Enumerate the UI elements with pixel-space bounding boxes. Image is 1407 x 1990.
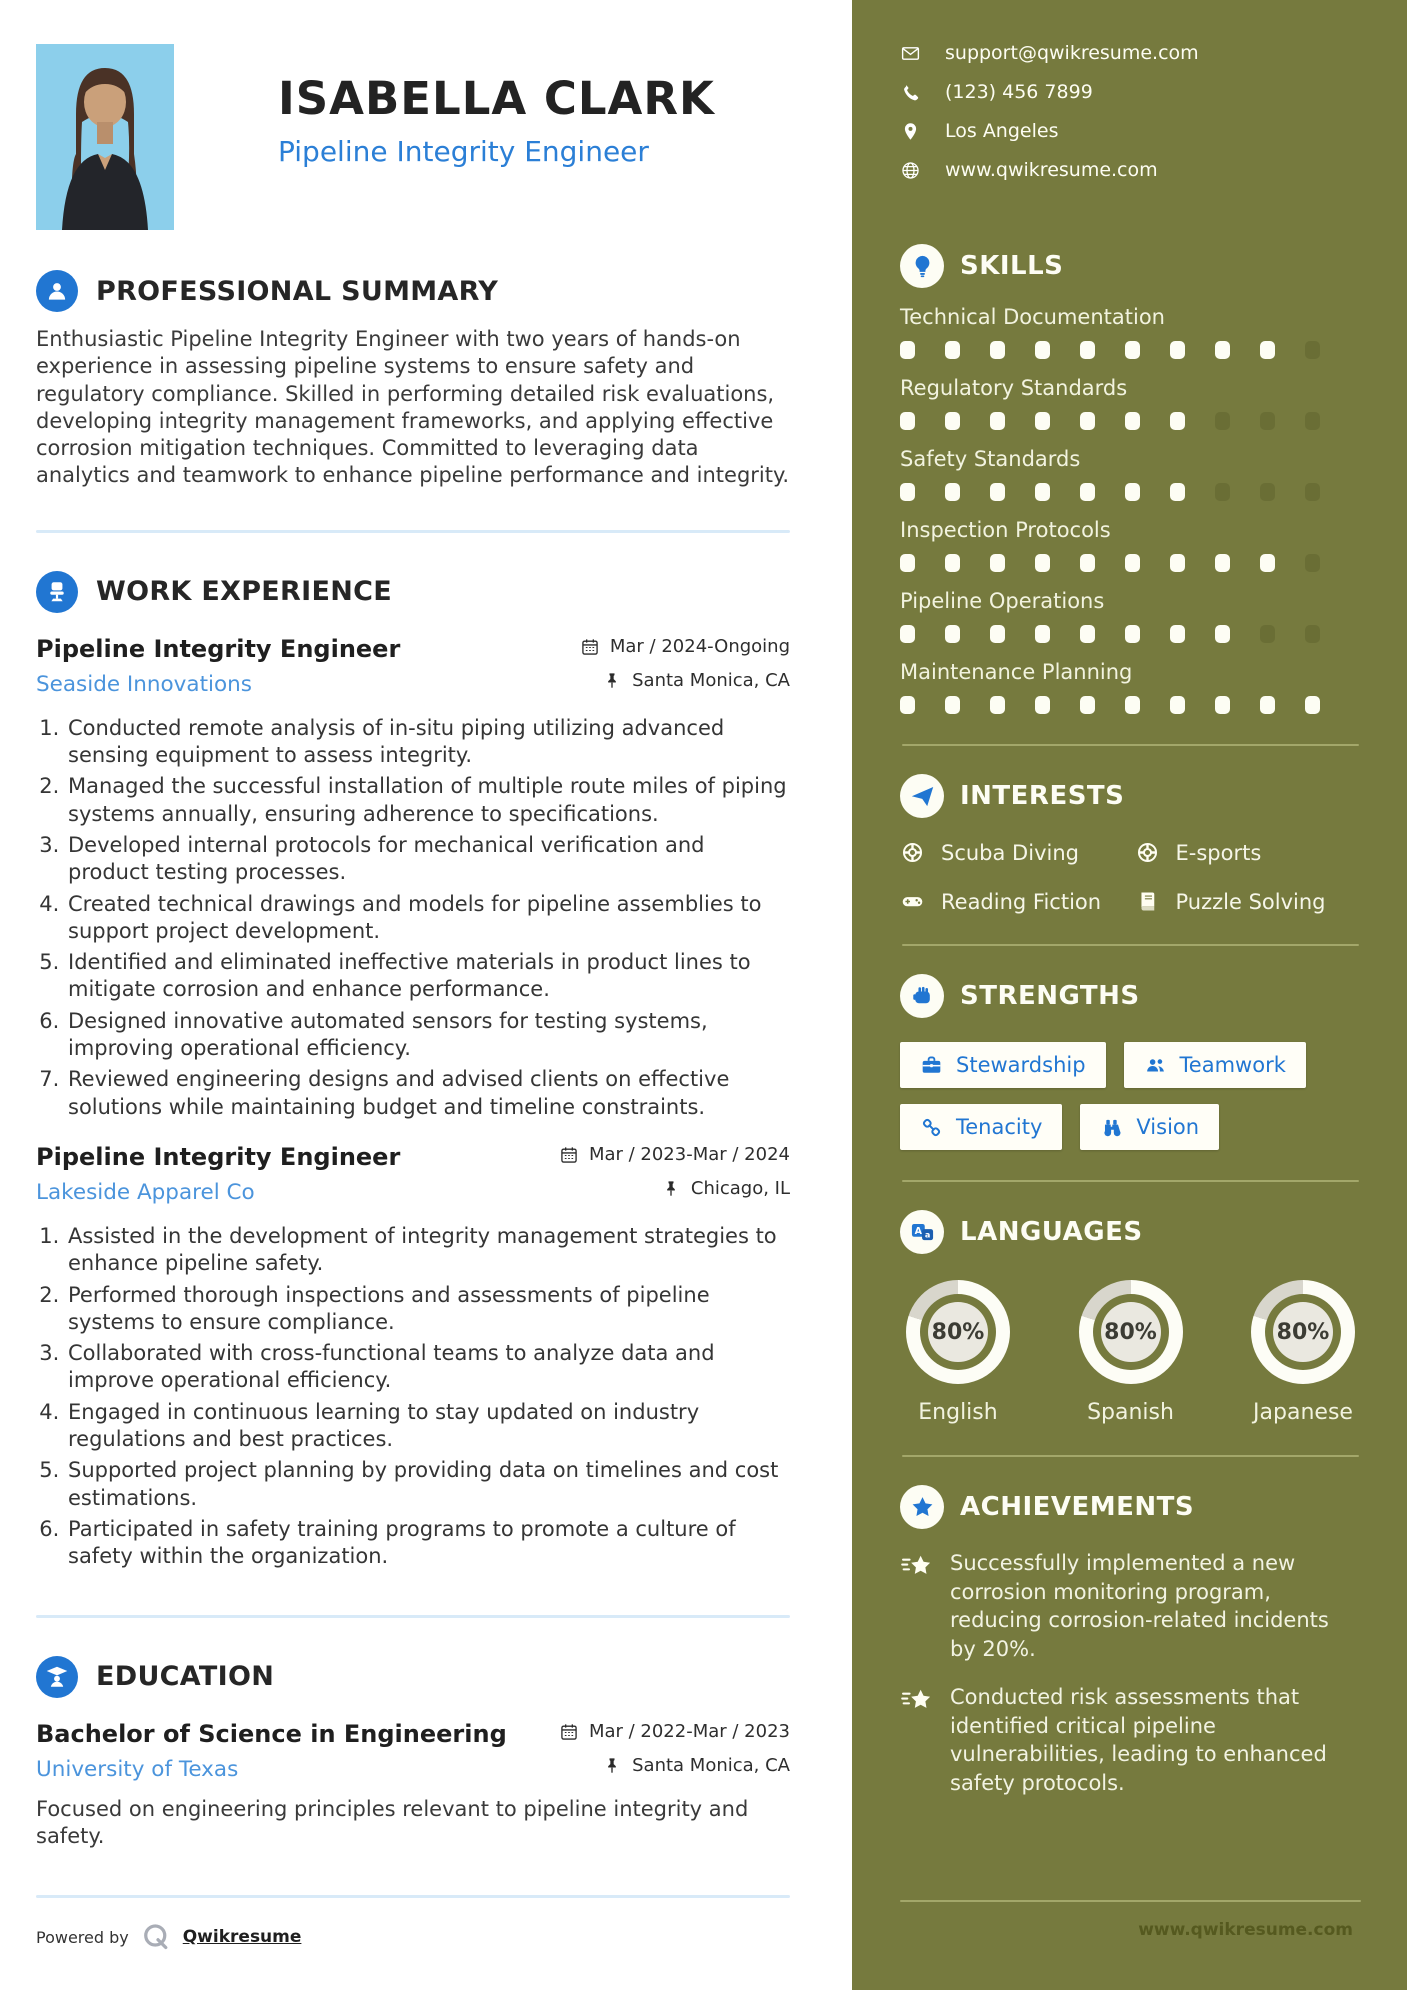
job-location-text: Chicago, IL (690, 1178, 790, 1200)
experience-heading: WORK EXPERIENCE (96, 576, 392, 608)
strength-label: Teamwork (1179, 1053, 1286, 1077)
shooting-star-icon (900, 1551, 934, 1663)
svg-text:A: A (914, 1225, 922, 1237)
profile-photo-image (36, 44, 174, 230)
calendar-icon (559, 1722, 579, 1742)
experience-section-header (36, 571, 790, 613)
lifebuoy-icon (1135, 840, 1160, 865)
rating-dot-filled (1080, 696, 1095, 714)
rating-dot-filled (1035, 554, 1050, 572)
strength-chip (1124, 1042, 1306, 1088)
rating-dot-filled (1125, 412, 1140, 430)
language-percent: 80% (1101, 1302, 1161, 1362)
rating-dot-empty (1305, 412, 1320, 430)
languages-heading: LANGUAGES (960, 1217, 1143, 1247)
book-icon (1135, 889, 1160, 914)
language-item (1251, 1280, 1355, 1425)
fist-icon (900, 974, 944, 1018)
interest-label: Reading Fiction (941, 889, 1102, 914)
contact-website[interactable]: www.qwikresume.com (945, 159, 1158, 181)
strength-label: Tenacity (956, 1115, 1043, 1139)
language-item (906, 1280, 1010, 1425)
rating-dot-empty (1215, 483, 1230, 501)
rating-dot-empty (1305, 483, 1320, 501)
rating-dot-filled (1170, 483, 1185, 501)
rating-dot-filled (990, 625, 1005, 643)
candidate-title: Pipeline Integrity Engineer (278, 135, 649, 168)
gamepad-icon (900, 889, 925, 914)
contact-website-row (900, 159, 1361, 181)
education-date-text: Mar / 2022-Mar / 2023 (588, 1721, 790, 1742)
qwikresume-link[interactable]: Qwikresume (182, 1927, 302, 1947)
users-icon (1144, 1054, 1167, 1077)
pushpin-icon (602, 1756, 622, 1776)
footer-website[interactable]: www.qwikresume.com (1138, 1920, 1353, 1940)
interest-label: Puzzle Solving (1175, 889, 1326, 914)
interest-label: Scuba Diving (941, 840, 1079, 865)
rating-dot-filled (945, 341, 960, 359)
summary-section (0, 270, 852, 490)
language-name: Spanish (1087, 1400, 1174, 1425)
rating-dot-filled (1080, 341, 1095, 359)
left-footer (0, 1895, 852, 1990)
rating-dot-filled (945, 625, 960, 643)
job-title: Pipeline Integrity Engineer (36, 634, 401, 663)
sidebar-divider (902, 1455, 1359, 1457)
header (0, 0, 852, 230)
skill-name: Safety Standards (900, 447, 1081, 471)
interest-item (900, 889, 1127, 914)
summary-heading: PROFESSIONAL SUMMARY (96, 275, 499, 307)
education-section-header (36, 1656, 790, 1698)
job-title-row (36, 1143, 790, 1171)
rating-dot-filled (945, 483, 960, 501)
language-name: Japanese (1253, 1400, 1353, 1425)
skills-section (900, 244, 1361, 714)
contact-email[interactable]: support@qwikresume.com (945, 42, 1199, 64)
rating-dot-filled (900, 412, 915, 430)
language-progress-ring (1251, 1280, 1355, 1384)
strengths-heading: STRENGTHS (960, 981, 1140, 1011)
job-date-text: Mar / 2023-Mar / 2024 (588, 1144, 790, 1166)
job-bullet: 2. Managed the successful installation of multiple route miles of piping systems annually, ensuring adherence to specifications. (66, 773, 790, 828)
rating-dot-filled (945, 696, 960, 714)
powered-by-label: Powered by (36, 1927, 129, 1947)
language-name: English (918, 1400, 998, 1425)
education-date (559, 1721, 790, 1742)
job-date (559, 1144, 790, 1165)
job-bullet: 2. Performed thorough inspections and assessments of pipeline systems to ensure compliance. (66, 1282, 790, 1337)
rating-dot-filled (1035, 341, 1050, 359)
rating-dot-filled (1035, 412, 1050, 430)
calendar-icon (580, 637, 600, 657)
skill-rating (900, 412, 1361, 430)
contact-phone-row (900, 81, 1361, 103)
strength-label: Vision (1136, 1115, 1200, 1139)
job-bullet: 1. Assisted in the development of integrity management strategies to enhance pipeline safety. (66, 1223, 790, 1278)
skill-name: Pipeline Operations (900, 589, 1105, 613)
strengths-section-header (900, 974, 1361, 1018)
skills-heading: SKILLS (960, 251, 1064, 281)
language-progress-ring (906, 1280, 1010, 1384)
sidebar (852, 0, 1407, 1990)
link-icon (920, 1116, 943, 1139)
envelope-icon (900, 43, 921, 64)
skills-list (900, 305, 1361, 714)
translate-icon (900, 1210, 944, 1254)
rating-dot-empty (1215, 412, 1230, 430)
experience-item (36, 1143, 790, 1571)
language-percent: 80% (1273, 1302, 1333, 1362)
rating-dot-filled (900, 341, 915, 359)
graduation-icon (36, 1656, 78, 1698)
rating-dot-filled (1170, 341, 1185, 359)
rating-dot-filled (1260, 554, 1275, 572)
education-school-row (36, 1750, 790, 1782)
job-bullet: 3. Developed internal protocols for mechanical verification and product testing processes. (66, 832, 790, 887)
rating-dot-filled (1035, 625, 1050, 643)
achievements-list (900, 1549, 1361, 1797)
job-bullet: 5. Identified and eliminated ineffective materials in product lines to mitigate corrosion and enhance performance. (66, 949, 790, 1004)
skill-item (900, 518, 1361, 572)
star-icon (900, 1485, 944, 1529)
sidebar-divider (902, 744, 1359, 746)
job-company: Lakeside Apparel Co (36, 1179, 255, 1205)
shooting-star-icon (900, 1685, 934, 1797)
summary-section-header (36, 270, 790, 312)
section-divider (36, 1615, 790, 1618)
pushpin-icon (661, 1179, 681, 1199)
achievement-item (900, 1683, 1361, 1797)
section-divider (36, 530, 790, 533)
rating-dot-filled (1215, 696, 1230, 714)
job-bullet: 6. Participated in safety training programs to promote a culture of safety within the organization. (66, 1516, 790, 1571)
briefcase-icon (920, 1054, 943, 1077)
contact-location-row (900, 120, 1361, 142)
rating-dot-filled (1080, 554, 1095, 572)
skill-item (900, 376, 1361, 430)
rating-dot-filled (1035, 483, 1050, 501)
job-bullet: 4. Created technical drawings and models for pipeline assemblies to support project development. (66, 891, 790, 946)
education-location-text: Santa Monica, CA (632, 1755, 790, 1776)
interest-item (1135, 840, 1362, 865)
education-title-row (36, 1720, 790, 1748)
skill-rating (900, 483, 1361, 501)
strength-chip (900, 1104, 1062, 1150)
rating-dot-filled (945, 412, 960, 430)
rating-dot-filled (1215, 341, 1230, 359)
rating-dot-empty (1305, 554, 1320, 572)
skill-item (900, 305, 1361, 359)
rating-dot-filled (1125, 554, 1140, 572)
rating-dot-filled (1215, 554, 1230, 572)
skill-rating (900, 625, 1361, 643)
experience-list (36, 635, 790, 1571)
pushpin-icon (602, 671, 622, 691)
languages-section-header (900, 1210, 1361, 1254)
strength-chip (1080, 1104, 1219, 1150)
rating-dot-filled (945, 554, 960, 572)
rating-dot-filled (990, 412, 1005, 430)
office-chair-icon (36, 571, 78, 613)
languages-section (900, 1210, 1361, 1425)
job-company-row (36, 665, 790, 697)
job-bullet: 5. Supported project planning by providing data on timelines and cost estimations. (66, 1457, 790, 1512)
job-bullet: 3. Collaborated with cross-functional teams to analyze data and improve operational efficiency. (66, 1340, 790, 1395)
strengths-chips (900, 1042, 1361, 1150)
footer-divider (900, 1900, 1361, 1902)
rating-dot-filled (1035, 696, 1050, 714)
job-location (602, 670, 790, 691)
language-percent: 80% (928, 1302, 988, 1362)
rating-dot-filled (1170, 412, 1185, 430)
job-bullet: 4. Engaged in continuous learning to stay updated on industry regulations and best practices. (66, 1399, 790, 1454)
skill-rating (900, 341, 1361, 359)
interest-item (900, 840, 1127, 865)
rating-dot-filled (990, 696, 1005, 714)
interest-label: E-sports (1175, 840, 1262, 865)
rating-dot-filled (1305, 696, 1320, 714)
rating-dot-filled (900, 483, 915, 501)
rating-dot-filled (1215, 625, 1230, 643)
interests-section-header (900, 774, 1361, 818)
rating-dot-empty (1260, 483, 1275, 501)
rating-dot-filled (1125, 341, 1140, 359)
summary-text: Enthusiastic Pipeline Integrity Engineer with two years of hands-on experience in assessing pipeline systems to ensure safety and regulatory compliance. Skilled in performing detailed risk evaluations, developing integrity management frameworks, and applying effective corrosion mitigation techniques. Committed to leveraging data analytics and teamwork to enhance pipeline performance and integrity. (36, 327, 790, 488)
achievements-heading: ACHIEVEMENTS (960, 1492, 1195, 1522)
languages-row (900, 1280, 1361, 1425)
interests-section (900, 774, 1361, 914)
svg-text:a: a (924, 1228, 930, 1239)
job-bullet: 7. Reviewed engineering designs and advised clients on effective solutions while maintaining budget and timeline constraints. (66, 1066, 790, 1121)
rating-dot-filled (1080, 412, 1095, 430)
job-company: Seaside Innovations (36, 671, 252, 697)
powered-by-row (0, 1898, 852, 1952)
phone-icon (900, 82, 921, 103)
skill-name: Technical Documentation (900, 305, 1165, 329)
binoculars-icon (1100, 1116, 1123, 1139)
rating-dot-filled (1125, 625, 1140, 643)
rating-dot-filled (900, 696, 915, 714)
skills-section-header (900, 244, 1361, 288)
skill-name: Regulatory Standards (900, 376, 1128, 400)
language-progress-ring (1079, 1280, 1183, 1384)
rating-dot-filled (1125, 483, 1140, 501)
job-bullet: 6. Designed innovative automated sensors for testing systems, improving operational efficiency. (66, 1008, 790, 1063)
skill-item (900, 447, 1361, 501)
education-heading: EDUCATION (96, 1661, 275, 1692)
rating-dot-filled (1080, 625, 1095, 643)
rating-dot-empty (1260, 625, 1275, 643)
strength-chip (900, 1042, 1106, 1088)
lightbulb-icon (900, 244, 944, 288)
rating-dot-filled (1080, 483, 1095, 501)
location-pin-icon (900, 121, 921, 142)
job-title-row (36, 635, 790, 663)
achievements-section-header (900, 1485, 1361, 1529)
job-bullets (36, 715, 790, 1121)
rating-dot-filled (1260, 341, 1275, 359)
strength-label: Stewardship (956, 1053, 1086, 1077)
rating-dot-filled (900, 554, 915, 572)
job-bullets (36, 1223, 790, 1571)
skill-name: Maintenance Planning (900, 660, 1133, 684)
achievements-section (900, 1485, 1361, 1797)
job-company-row (36, 1173, 790, 1205)
achievement-text: Conducted risk assessments that identified critical pipeline vulnerabilities, leading to enhanced safety protocols. (950, 1685, 1327, 1795)
rating-dot-empty (1260, 412, 1275, 430)
rating-dot-filled (1170, 625, 1185, 643)
job-date (580, 636, 790, 657)
rating-dot-filled (900, 625, 915, 643)
contact-location: Los Angeles (945, 120, 1059, 142)
education-school: University of Texas (36, 1756, 239, 1782)
experience-item (36, 635, 790, 1121)
paper-plane-icon (900, 774, 944, 818)
contact-phone: (123) 456 7899 (945, 81, 1093, 103)
rating-dot-filled (990, 483, 1005, 501)
skill-item (900, 660, 1361, 714)
rating-dot-filled (990, 341, 1005, 359)
education-location (602, 1755, 790, 1776)
sidebar-divider (902, 944, 1359, 946)
skill-item (900, 589, 1361, 643)
qwikresume-logo-icon (141, 1922, 171, 1952)
sidebar-divider (902, 1180, 1359, 1182)
name-block (278, 44, 715, 230)
globe-icon (900, 160, 921, 181)
sidebar-footer (900, 1900, 1361, 1990)
education-section (0, 1656, 852, 1851)
job-bullet: 1. Conducted remote analysis of in-situ piping utilizing advanced sensing equipment to assess integrity. (66, 715, 790, 770)
strengths-section (900, 974, 1361, 1150)
skill-name: Inspection Protocols (900, 518, 1111, 542)
user-icon (36, 270, 78, 312)
interests-grid (900, 840, 1361, 914)
contact-list (900, 42, 1361, 198)
rating-dot-filled (1170, 696, 1185, 714)
rating-dot-filled (1125, 696, 1140, 714)
interest-item (1135, 889, 1362, 914)
education-degree: Bachelor of Science in Engineering (36, 1719, 507, 1748)
rating-dot-empty (1305, 625, 1320, 643)
rating-dot-filled (1260, 696, 1275, 714)
education-item (36, 1720, 790, 1851)
calendar-icon (559, 1145, 579, 1165)
skill-rating (900, 696, 1361, 714)
achievement-item (900, 1549, 1361, 1663)
job-date-text: Mar / 2024-Ongoing (609, 636, 790, 658)
contact-email-row (900, 42, 1361, 64)
profile-photo (36, 44, 174, 230)
education-note: Focused on engineering principles relevant to pipeline integrity and safety. (36, 1796, 749, 1848)
interests-heading: INTERESTS (960, 781, 1125, 811)
experience-section (0, 571, 852, 1575)
lifebuoy-icon (900, 840, 925, 865)
rating-dot-filled (1170, 554, 1185, 572)
job-title: Pipeline Integrity Engineer (36, 1142, 401, 1171)
skill-rating (900, 554, 1361, 572)
job-location (661, 1178, 790, 1199)
job-location-text: Santa Monica, CA (632, 670, 790, 692)
language-item (1079, 1280, 1183, 1425)
rating-dot-filled (990, 554, 1005, 572)
candidate-name: ISABELLA CLARK (278, 72, 715, 125)
achievement-text: Successfully implemented a new corrosion monitoring program, reducing corrosion-related incidents by 20%. (950, 1551, 1329, 1661)
rating-dot-empty (1305, 341, 1320, 359)
